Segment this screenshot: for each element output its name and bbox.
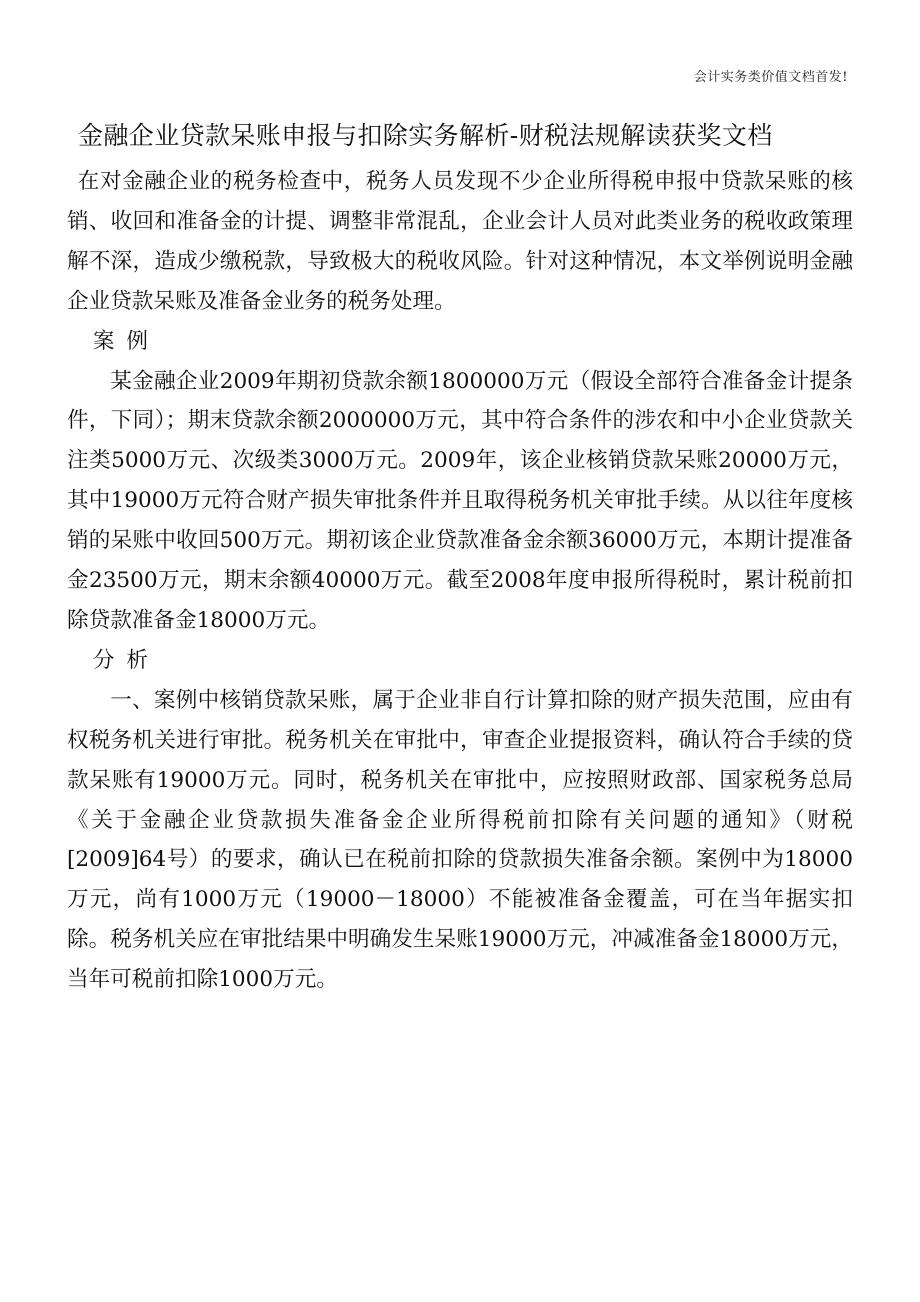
document-title: 金融企业贷款呆账申报与扣除实务解析-财税法规解读获奖文档 (78, 121, 773, 150)
analysis-heading: 分析 (92, 647, 160, 673)
document-body (67, 162, 853, 1000)
header-note: 会计实务类价值文档首发! (693, 70, 848, 85)
analysis-paragraph: 一、案例中核销贷款呆账，属于企业非自行计算扣除的财产损失范围，应由有权税务机关进行审批。税务机关在审批中，审查企业提报资料，确认符合手续的贷款呆账有19000万元。同时，税务机关在审批中，应按照财政部、国家税务总局《关于金融企业贷款损失准备金企业所得税前扣除有关问题的通知》（财税[2009]64号）的要求，确认已在税前扣除的贷款损失准备余额。案例中为18000万元，尚有1000万元（19000－18000）不能被准备金覆盖，可在当年据实扣除。税务机关应在审批结果中明确发生呆账19000万元，冲减准备金18000万元，当年可税前扣除1000万元。 (67, 687, 853, 993)
case-paragraph: 某金融企业2009年期初贷款余额1800000万元（假设全部符合准备金计提条件，下同）；期末贷款余额2000000万元，其中符合条件的涉农和中小企业贷款关注类5000万元、次级类3000万元。2009年，该企业核销贷款呆账20000万元，其中19000万元符合财产损失审批条件并且取得税务机关审批手续。从以往年度核销的呆账中收回500万元。期初该企业贷款准备金余额36000万元，本期计提准备金23500万元，期末余额40000万元。截至2008年度申报所得税时，累计税前扣除贷款准备金18000万元。 (67, 368, 853, 633)
intro-paragraph: 在对金融企业的税务检查中，税务人员发现不少企业所得税申报中贷款呆账的核销、收回和准备金的计提、调整非常混乱，企业会计人员对此类业务的税收政策理解不深，造成少缴税款，导致极大的税收风险。针对这种情况，本文举例说明金融企业贷款呆账及准备金业务的税务处理。 (67, 169, 853, 314)
case-heading: 案例 (92, 328, 160, 354)
